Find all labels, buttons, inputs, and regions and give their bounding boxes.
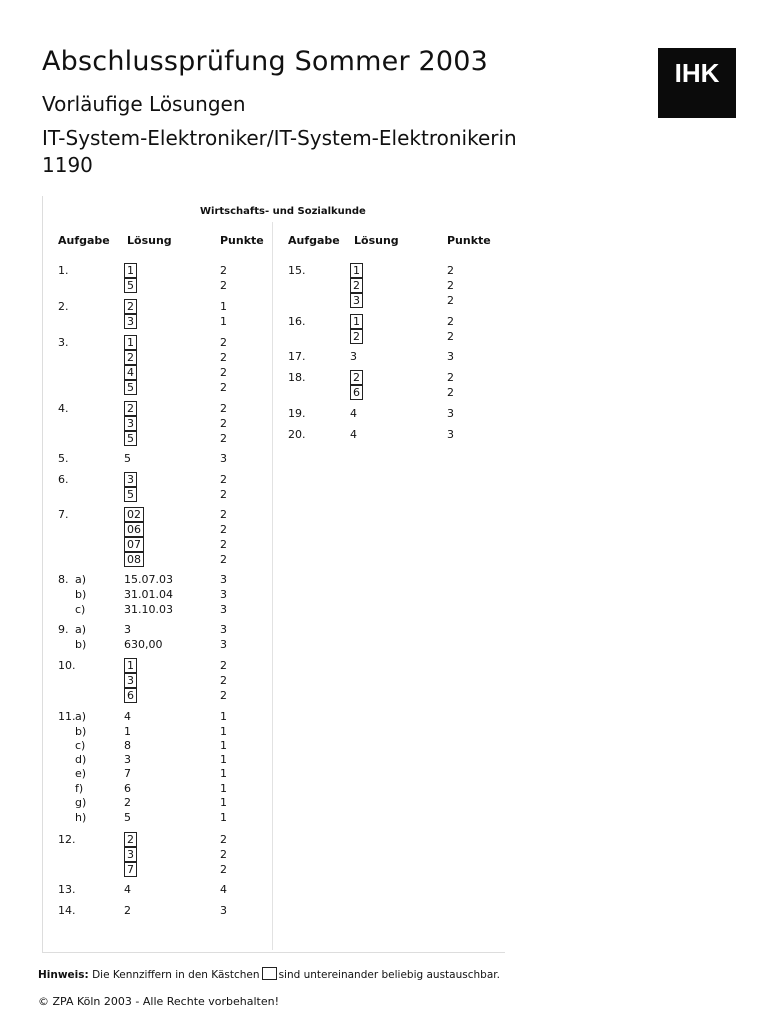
task-points: 3 <box>220 452 227 465</box>
solution-box: 2 <box>350 370 363 385</box>
task-points: 2 <box>220 674 227 687</box>
task-points: 3 <box>220 573 227 586</box>
solution-box: 06 <box>124 522 144 537</box>
solution-box: 07 <box>124 537 144 552</box>
task-number: 10. <box>58 659 76 672</box>
task-points: 3 <box>220 603 227 616</box>
task-solution: 31.10.03 <box>124 603 173 616</box>
task-points: 2 <box>220 508 227 521</box>
task-subpart: c) <box>75 603 86 616</box>
task-solution <box>124 335 137 350</box>
header-loesung-left: Lösung <box>127 234 172 247</box>
task-subpart: h) <box>75 811 87 824</box>
task-subpart: b) <box>75 638 87 651</box>
task-solution <box>124 299 137 314</box>
task-points: 2 <box>220 833 227 846</box>
task-solution: 5 <box>124 811 131 824</box>
task-solution <box>124 416 137 431</box>
section-title: Wirtschafts- und Sozialkunde <box>200 206 366 217</box>
task-solution <box>124 278 137 293</box>
task-number: 20. <box>288 428 306 441</box>
header-aufgabe-right: Aufgabe <box>288 234 340 247</box>
solution-box: 2 <box>350 278 363 293</box>
hint-box-icon <box>262 967 277 980</box>
task-subpart: a) <box>75 623 87 636</box>
task-solution <box>124 552 144 567</box>
task-solution <box>350 293 363 308</box>
task-points: 1 <box>220 811 227 824</box>
solution-box: 5 <box>124 380 137 395</box>
task-solution: 3 <box>124 753 131 766</box>
task-points: 2 <box>220 848 227 861</box>
solution-box: 1 <box>124 263 137 278</box>
ihk-logo: IHK <box>658 48 736 118</box>
task-solution: 31.01.04 <box>124 588 173 601</box>
task-solution <box>124 673 137 688</box>
task-points: 2 <box>220 417 227 430</box>
solution-box: 4 <box>124 365 137 380</box>
task-solution: 15.07.03 <box>124 573 173 586</box>
task-subpart: c) <box>75 739 86 752</box>
task-points: 2 <box>447 279 454 292</box>
solution-box: 2 <box>124 350 137 365</box>
task-solution: 4 <box>124 710 131 723</box>
task-solution <box>350 329 363 344</box>
task-number: 6. <box>58 473 69 486</box>
task-points: 1 <box>220 782 227 795</box>
task-points: 2 <box>220 279 227 292</box>
task-points: 1 <box>220 796 227 809</box>
task-solution: 7 <box>124 767 131 780</box>
task-points: 3 <box>447 407 454 420</box>
task-points: 2 <box>220 432 227 445</box>
task-solution <box>124 350 137 365</box>
task-subpart: e) <box>75 767 87 780</box>
task-points: 2 <box>220 659 227 672</box>
task-number: 4. <box>58 402 69 415</box>
task-solution: 8 <box>124 739 131 752</box>
task-number: 2. <box>58 300 69 313</box>
task-points: 2 <box>220 351 227 364</box>
task-subpart: b) <box>75 725 87 738</box>
task-solution: 4 <box>124 883 131 896</box>
task-number: 1. <box>58 264 69 277</box>
task-points: 3 <box>447 350 454 363</box>
task-number: 13. <box>58 883 76 896</box>
task-points: 1 <box>220 753 227 766</box>
solution-box: 5 <box>124 487 137 502</box>
task-solution <box>124 688 137 703</box>
copyright: © ZPA Köln 2003 - Alle Rechte vorbehalten! <box>38 995 280 1008</box>
task-points: 2 <box>447 294 454 307</box>
task-points: 2 <box>447 371 454 384</box>
solution-box: 7 <box>124 862 137 877</box>
task-solution <box>124 472 137 487</box>
task-points: 1 <box>220 739 227 752</box>
task-solution <box>124 832 137 847</box>
task-number: 14. <box>58 904 76 917</box>
task-subpart: f) <box>75 782 84 795</box>
task-points: 2 <box>220 473 227 486</box>
task-solution <box>124 380 137 395</box>
header-loesung-right: Lösung <box>354 234 399 247</box>
task-points: 1 <box>220 725 227 738</box>
hint-note <box>38 967 500 981</box>
solution-box: 1 <box>124 335 137 350</box>
task-points: 2 <box>220 523 227 536</box>
task-number: 15. <box>288 264 306 277</box>
hint-label: Hinweis: <box>38 969 89 981</box>
task-solution <box>350 263 363 278</box>
task-number: 11. <box>58 710 76 723</box>
task-number: 7. <box>58 508 69 521</box>
task-points: 3 <box>220 588 227 601</box>
task-points: 1 <box>220 300 227 313</box>
task-points: 2 <box>447 315 454 328</box>
task-points: 2 <box>220 336 227 349</box>
task-points: 2 <box>447 330 454 343</box>
task-subpart: b) <box>75 588 87 601</box>
solution-box: 1 <box>350 263 363 278</box>
task-solution <box>124 537 144 552</box>
page-subtitle: Vorläufige Lösungen <box>42 92 246 116</box>
exam-code: 1190 <box>42 153 93 177</box>
task-points: 2 <box>447 264 454 277</box>
task-number: 5. <box>58 452 69 465</box>
task-solution: 3 <box>350 350 357 363</box>
task-solution: 1 <box>124 725 131 738</box>
task-solution <box>124 365 137 380</box>
task-solution <box>124 522 144 537</box>
solution-box: 5 <box>124 431 137 446</box>
task-solution: 4 <box>350 407 357 420</box>
task-number: 12. <box>58 833 76 846</box>
task-points: 2 <box>220 488 227 501</box>
header-punkte-left: Punkte <box>220 234 264 247</box>
task-subpart: g) <box>75 796 87 809</box>
hint-text-before: Die Kennziffern in den Kästchen <box>92 969 260 981</box>
solution-box: 2 <box>350 329 363 344</box>
task-solution <box>124 862 137 877</box>
task-number: 8. <box>58 573 69 586</box>
page-title: Abschlussprüfung Sommer 2003 <box>42 46 489 77</box>
task-solution <box>350 314 363 329</box>
solution-box: 5 <box>124 278 137 293</box>
task-number: 9. <box>58 623 69 636</box>
task-points: 2 <box>220 402 227 415</box>
task-points: 2 <box>220 366 227 379</box>
task-points: 2 <box>220 381 227 394</box>
task-solution: 4 <box>350 428 357 441</box>
task-solution <box>350 370 363 385</box>
task-solution <box>124 487 137 502</box>
task-solution: 6 <box>124 782 131 795</box>
task-number: 16. <box>288 315 306 328</box>
task-points: 2 <box>220 264 227 277</box>
solution-box: 3 <box>124 416 137 431</box>
task-solution <box>124 658 137 673</box>
column-divider <box>272 222 273 950</box>
task-number: 3. <box>58 336 69 349</box>
task-points: 2 <box>220 863 227 876</box>
task-solution <box>350 278 363 293</box>
task-solution: 5 <box>124 452 131 465</box>
header-aufgabe-left: Aufgabe <box>58 234 110 247</box>
solution-box: 3 <box>124 472 137 487</box>
task-points: 3 <box>220 904 227 917</box>
task-solution <box>124 847 137 862</box>
solution-box: 3 <box>124 673 137 688</box>
profession-title: IT-System-Elektroniker/IT-System-Elektronikerin <box>42 126 517 150</box>
task-solution <box>350 385 363 400</box>
task-solution: 2 <box>124 796 131 809</box>
task-points: 1 <box>220 710 227 723</box>
task-points: 3 <box>220 638 227 651</box>
solution-box: 02 <box>124 507 144 522</box>
solution-box: 1 <box>350 314 363 329</box>
task-solution: 3 <box>124 623 131 636</box>
task-solution <box>124 507 144 522</box>
solution-box: 3 <box>124 314 137 329</box>
task-solution <box>124 314 137 329</box>
solution-box: 6 <box>124 688 137 703</box>
header-punkte-right: Punkte <box>447 234 491 247</box>
solution-box: 2 <box>124 401 137 416</box>
solution-box: 08 <box>124 552 144 567</box>
solutions-sheet <box>42 196 505 953</box>
task-number: 18. <box>288 371 306 384</box>
task-points: 3 <box>220 623 227 636</box>
task-subpart: a) <box>75 573 87 586</box>
task-number: 17. <box>288 350 306 363</box>
task-points: 4 <box>220 883 227 896</box>
task-solution: 630,00 <box>124 638 163 651</box>
solution-box: 3 <box>124 847 137 862</box>
task-points: 2 <box>220 538 227 551</box>
task-solution <box>124 263 137 278</box>
task-solution <box>124 431 137 446</box>
solution-box: 3 <box>350 293 363 308</box>
solution-box: 1 <box>124 658 137 673</box>
task-points: 1 <box>220 315 227 328</box>
hint-text-after: sind untereinander beliebig austauschbar. <box>278 969 500 981</box>
task-points: 1 <box>220 767 227 780</box>
task-points: 2 <box>447 386 454 399</box>
solution-box: 2 <box>124 299 137 314</box>
task-points: 2 <box>220 553 227 566</box>
task-solution: 2 <box>124 904 131 917</box>
solution-box: 6 <box>350 385 363 400</box>
task-points: 2 <box>220 689 227 702</box>
task-number: 19. <box>288 407 306 420</box>
task-subpart: d) <box>75 753 87 766</box>
task-points: 3 <box>447 428 454 441</box>
solution-box: 2 <box>124 832 137 847</box>
task-solution <box>124 401 137 416</box>
task-subpart: a) <box>75 710 87 723</box>
